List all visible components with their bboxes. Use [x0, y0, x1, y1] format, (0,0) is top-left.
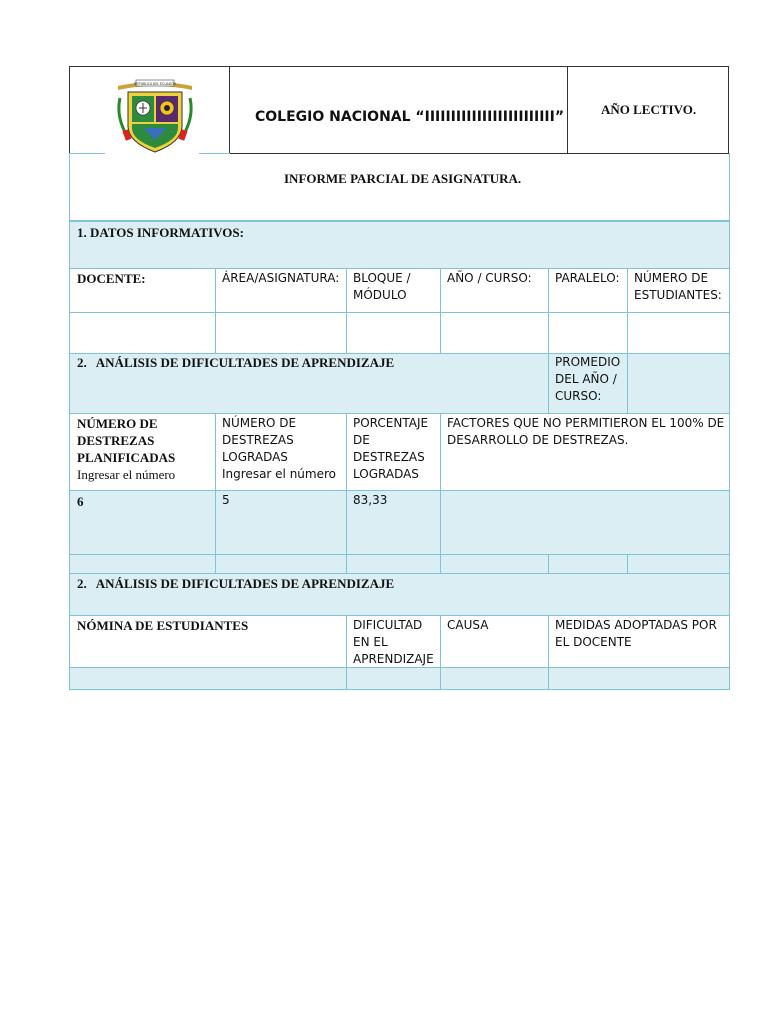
- col-docente: DOCENTE:: [77, 271, 146, 286]
- col-medidas: MEDIDAS ADOPTADAS POR EL DOCENTE: [555, 618, 717, 649]
- col-bloque-modulo: BLOQUE / MÓDULO: [353, 271, 411, 302]
- header-porcentaje: PORCENTAJE DE DESTREZAS LOGRADAS: [353, 416, 429, 481]
- section1-title: 1. DATOS INFORMATIVOS:: [77, 225, 244, 240]
- col-anio-curso: AÑO / CURSO:: [447, 271, 532, 285]
- section2-title: 2. ANÁLISIS DE DIFICULTADES DE APRENDIZAJE: [77, 355, 395, 370]
- report-title: INFORME PARCIAL DE ASIGNATURA.: [284, 171, 522, 186]
- header-destrezas-logradas: NÚMERO DE DESTREZAS LOGRADAS Ingresar el número: [222, 416, 336, 481]
- school-name: COLEGIO NACIONAL “IIIIIIIIIIIIIIIIIIIIIIIII”: [255, 109, 565, 125]
- value-porcentaje: 83,33: [353, 493, 388, 507]
- col-paralelo: PARALELO:: [555, 271, 620, 285]
- col-area-asignatura: ÁREA/ASIGNATURA:: [222, 271, 340, 285]
- section3-title: 2. ANÁLISIS DE DIFICULTADES DE APRENDIZAJE: [77, 576, 395, 591]
- col-dificultad: DIFICULTAD EN EL APRENDIZAJE: [353, 618, 434, 666]
- col-causa: CAUSA: [447, 618, 489, 632]
- value-planificadas: 6: [77, 494, 84, 509]
- promedio-label: PROMEDIO DEL AÑO / CURSO:: [555, 355, 621, 403]
- school-crest-logo: [114, 76, 196, 154]
- header-factores: FACTORES QUE NO PERMITIERON EL 100% DE DESARROLLO DE DESTREZAS.: [447, 416, 725, 447]
- header-destrezas-planificadas: NÚMERO DE DESTREZAS PLANIFICADAS Ingresar el número: [77, 416, 176, 482]
- svg-text:REPUBLICA DEL ECUADOR: REPUBLICA DEL ECUADOR: [134, 82, 176, 86]
- value-logradas: 5: [222, 493, 230, 507]
- col-nomina-estudiantes: NÓMINA DE ESTUDIANTES: [77, 618, 249, 633]
- school-year-label: AÑO LECTIVO.: [601, 102, 697, 117]
- col-numero-estudiantes: NÚMERO DE ESTUDIANTES:: [634, 271, 722, 302]
